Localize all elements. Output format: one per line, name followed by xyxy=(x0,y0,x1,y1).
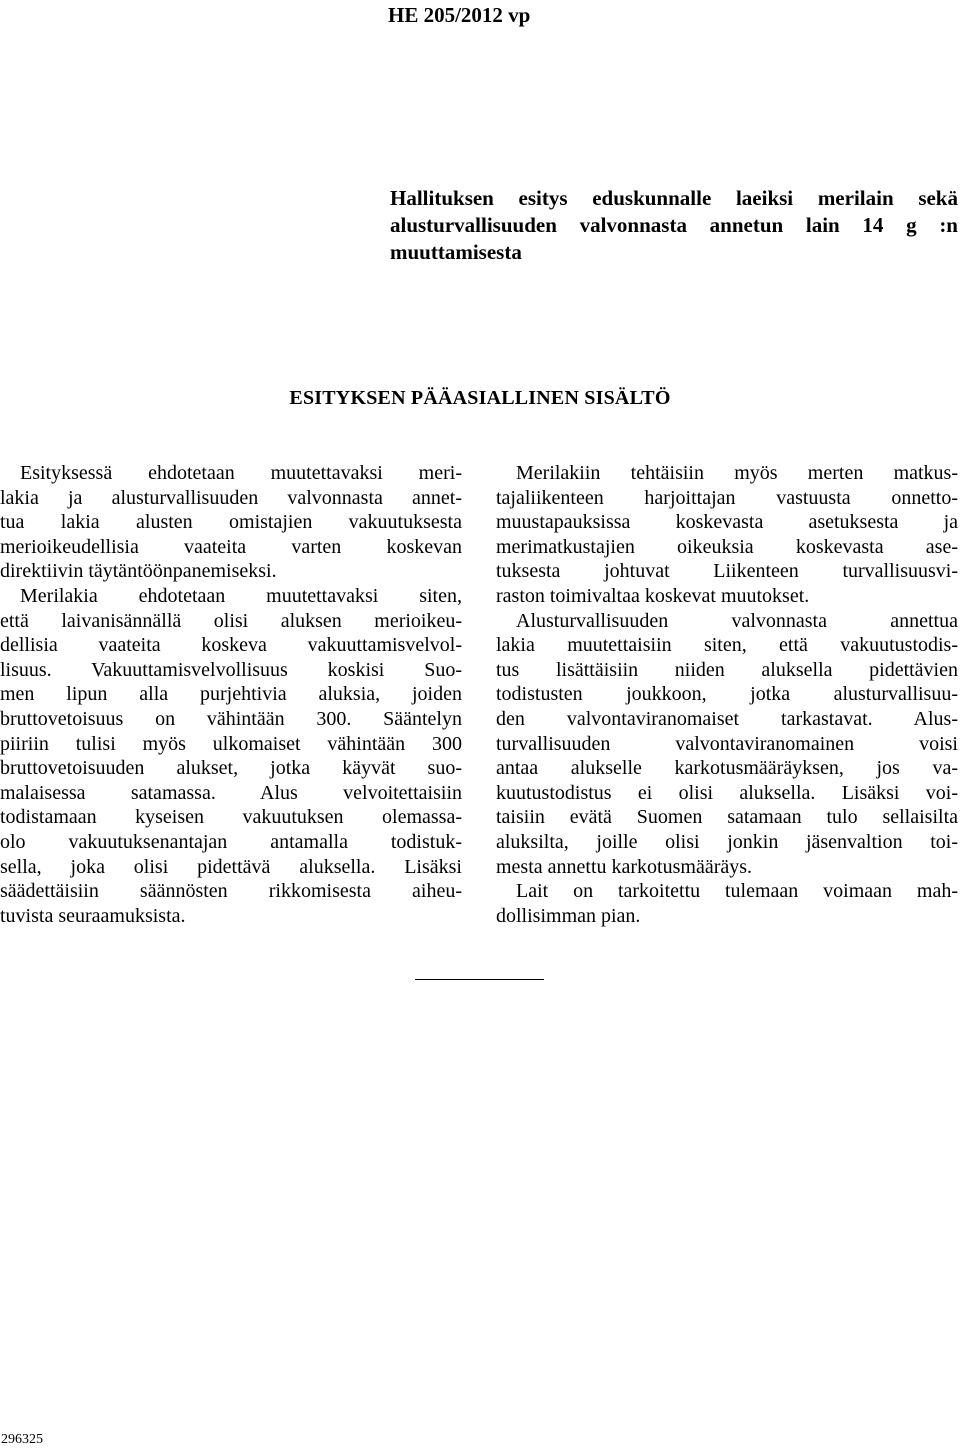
text-line: mesta annettu karkotusmääräys. xyxy=(496,855,753,878)
text-line: Alusturvallisuuden valvonnasta annettua xyxy=(516,609,958,632)
text-line: merimatkustajien oikeuksia koskevasta ase- xyxy=(496,535,958,558)
text-line: lisuus. Vakuuttamisvelvollisuus koskisi Suo- xyxy=(0,658,462,681)
text-line: tuvista seuraamuksista. xyxy=(0,904,186,927)
text-line: piiriin tulisi myös ulkomaiset vähintään 300 xyxy=(0,732,462,755)
text-line: tuksesta johtuvat Liikenteen turvallisuusvi- xyxy=(496,560,958,583)
text-line: dellisia vaateita koskeva vakuuttamisvelvol- xyxy=(0,634,462,657)
text-line: sella, joka olisi pidettävä aluksella. Lisäksi xyxy=(0,855,462,878)
bill-title-line: muuttamisesta xyxy=(390,240,522,264)
text-line: että laivanisännällä olisi aluksen merioikeu- xyxy=(0,609,462,632)
text-line: antaa alukselle karkotusmääräyksen, jos va- xyxy=(496,757,958,780)
text-line: lakia muutettaisiin siten, että vakuutustodis- xyxy=(496,634,958,657)
text-line: taisiin evätä Suomen satamaan tulo sellaisilta xyxy=(496,806,958,829)
text-line: todistamaan kyseisen vakuutuksen olemassa- xyxy=(0,806,462,829)
text-line: tua lakia alusten omistajien vakuutuksesta xyxy=(0,511,462,534)
section-heading: ESITYKSEN PÄÄASIALLINEN SISÄLTÖ xyxy=(289,387,671,409)
text-line: Esityksessä ehdotetaan muutettavaksi meri- xyxy=(20,462,462,484)
text-line: Lait on tarkoitettu tulemaan voimaan mah- xyxy=(516,880,958,903)
text-line: bruttovetoisuuden alukset, jotka käyvät suo- xyxy=(0,757,462,780)
text-line: Merilakia ehdotetaan muutettavaksi siten, xyxy=(20,584,462,607)
bill-title xyxy=(390,185,958,266)
text-line: tus lisättäisiin niiden aluksella pidettävien xyxy=(496,658,958,681)
text-line: malaisessa satamassa. Alus velvoitettaisiin xyxy=(0,781,462,804)
text-line: bruttovetoisuus on vähintään 300. Sääntelyn xyxy=(0,707,462,730)
text-line: Merilakiin tehtäisiin myös merten matkus- xyxy=(516,462,958,484)
text-line: tajaliikenteen harjoittajan vastuusta onnetto- xyxy=(496,486,958,509)
left-column xyxy=(0,461,462,928)
text-line: raston toimivaltaa koskevat muutokset. xyxy=(496,584,810,607)
text-line: merioikeudellisia vaateita varten koskevan xyxy=(0,535,462,558)
text-line: direktiivin täytäntöönpanemiseksi. xyxy=(0,560,277,583)
separator-rule xyxy=(415,979,544,980)
text-line: dollisimman pian. xyxy=(496,904,641,927)
right-column xyxy=(496,461,958,928)
text-line: turvallisuuden valvontaviranomainen voisi xyxy=(496,732,958,755)
text-line: den valvontaviranomaiset tarkastavat. Alus- xyxy=(496,707,958,730)
text-line: aluksilta, joille olisi jonkin jäsenvaltion toi- xyxy=(496,830,958,853)
text-line: men lipun alla purjehtivia aluksia, joiden xyxy=(0,683,462,706)
text-line: muustapauksissa koskevasta asetuksesta ja xyxy=(496,511,958,534)
footer-code: 296325 xyxy=(1,1432,43,1447)
text-line: todistusten joukkoon, jotka alusturvallisuu- xyxy=(496,683,958,706)
bill-title-line: Hallituksen esitys eduskunnalle laeiksi merilain sekä xyxy=(390,186,958,210)
text-line: kuutustodistus ei olisi aluksella. Lisäksi voi- xyxy=(496,781,958,804)
text-line: säädettäisiin säännösten rikkomisesta aiheu- xyxy=(0,880,462,903)
text-line: lakia ja alusturvallisuuden valvonnasta annet- xyxy=(0,486,462,509)
document-id: HE 205/2012 vp xyxy=(388,3,531,27)
bill-title-line: alusturvallisuuden valvonnasta annetun lain 14 g :n xyxy=(390,213,958,237)
text-line: olo vakuutuksenantajan antamalla todistuk- xyxy=(0,830,462,853)
